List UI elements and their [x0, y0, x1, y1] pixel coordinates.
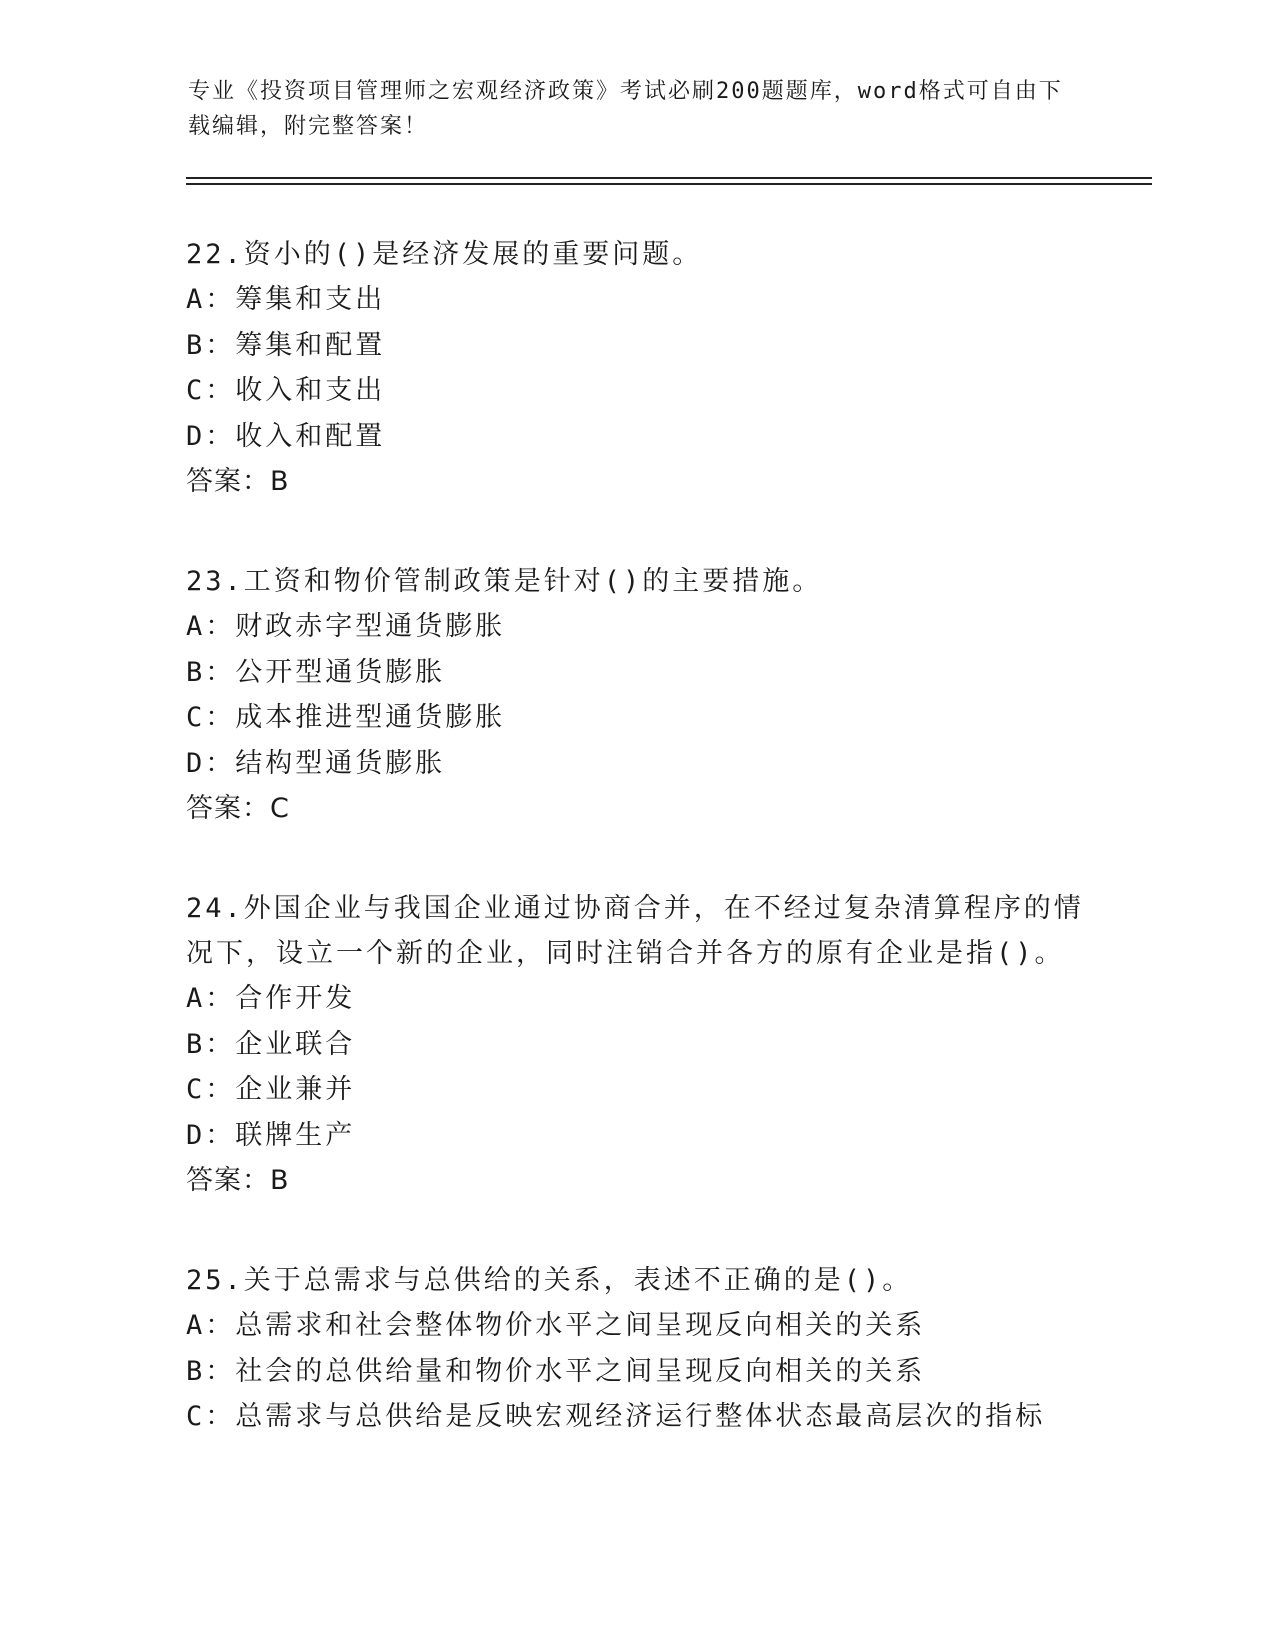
option-b: B：社会的总供给量和物价水平之间呈现反向相关的关系 [186, 1355, 926, 1387]
option-a: A：财政赤字型通货膨胀 [186, 611, 506, 642]
header-rule-bottom [186, 183, 1152, 185]
option-b: B：筹集和配置 [186, 329, 386, 361]
header-note: 专业《投资项目管理师之宏观经济政策》考试必刷200题题库，word格式可自由下载编辑，附完整答案！ [188, 79, 1063, 139]
option-d: D：收入和配置 [186, 420, 386, 452]
question-stem: 24.外国企业与我国企业通过协商合并，在不经过复杂清算程序的情况下，设立一个新的企业，同时注销合并各方的原有企业是指()。 [186, 893, 1084, 969]
question-22 [186, 232, 1086, 504]
option-c: C：成本推进型通货膨胀 [186, 702, 506, 733]
option-a: A：筹集和支出 [186, 284, 386, 315]
question-23 [186, 559, 1086, 831]
option-c: C：企业兼并 [186, 1074, 356, 1105]
header-rule-top [186, 177, 1152, 179]
option-a: A：总需求和社会整体物价水平之间呈现反向相关的关系 [186, 1310, 926, 1341]
option-d: D：结构型通货膨胀 [186, 747, 446, 779]
option-d: D：联牌生产 [186, 1119, 356, 1151]
answer: 答案：C [186, 793, 290, 824]
question-stem: 22.资小的()是经济发展的重要问题。 [186, 239, 703, 270]
question-25 [186, 1258, 1086, 1440]
question-list [186, 232, 1086, 1495]
answer: 答案：B [186, 466, 290, 497]
option-a: A：合作开发 [186, 983, 356, 1014]
option-c: C：收入和支出 [186, 375, 386, 406]
option-c: C：总需求与总供给是反映宏观经济运行整体状态最高层次的指标 [186, 1401, 1046, 1432]
option-b: B：企业联合 [186, 1028, 356, 1060]
question-24 [186, 886, 1086, 1203]
question-stem: 25.关于总需求与总供给的关系，表述不正确的是()。 [186, 1265, 913, 1296]
option-b: B：公开型通货膨胀 [186, 656, 446, 688]
question-stem: 23.工资和物价管制政策是针对()的主要措施。 [186, 566, 823, 597]
answer: 答案：B [186, 1165, 290, 1196]
